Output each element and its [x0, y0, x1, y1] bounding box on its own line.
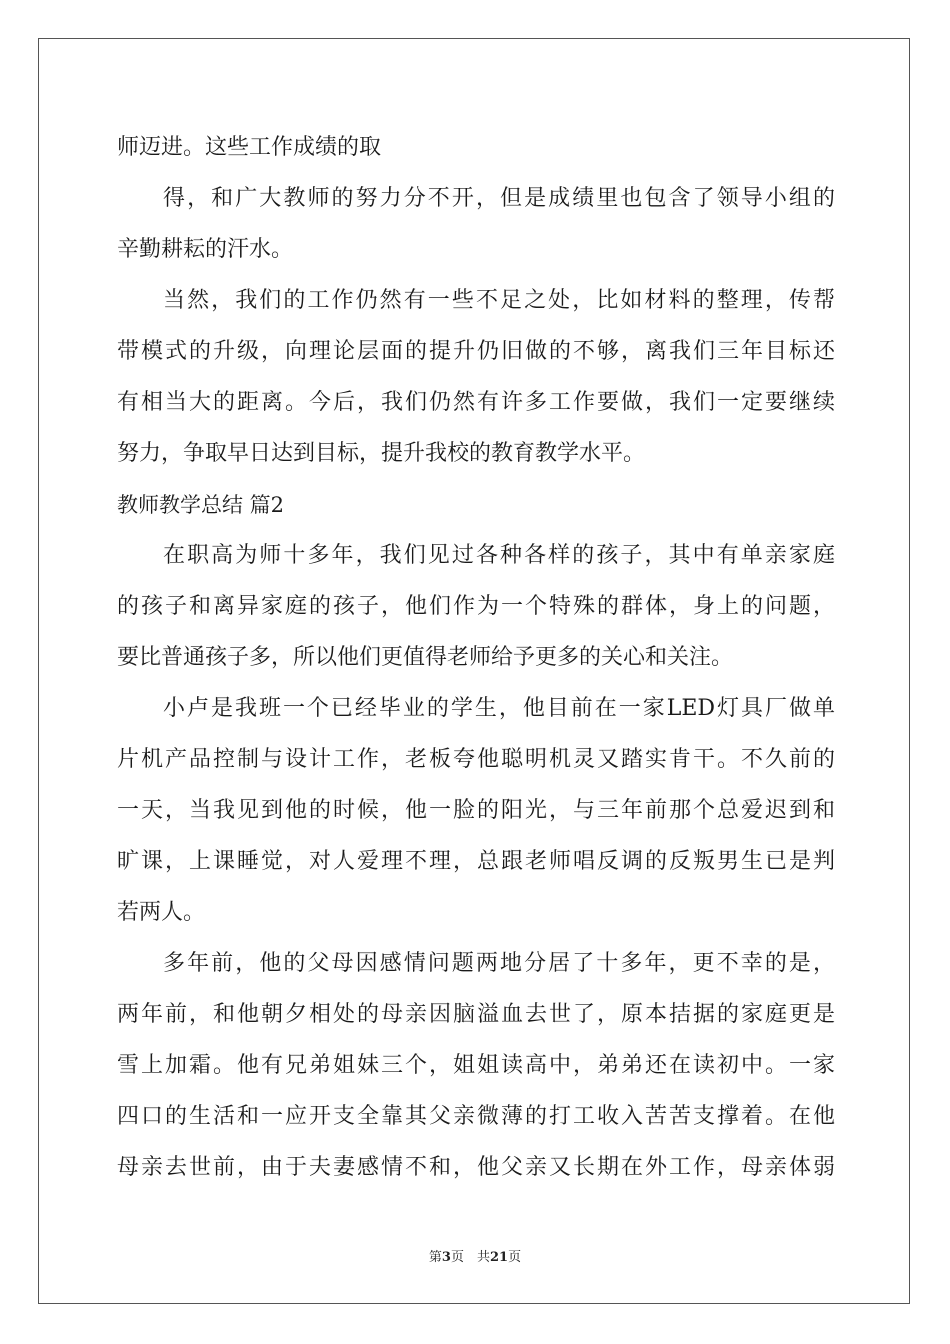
paragraph-line: 有相当大的距离。今后，我们仍然有许多工作要做，我们一定要继续: [117, 390, 835, 415]
paragraph-line: 旷课，上课睡觉，对人爱理不理，总跟老师唱反调的反叛男生已是判: [117, 849, 835, 874]
paragraph-line: 母亲去世前，由于夫妻感情不和，他父亲又长期在外工作，母亲体弱: [117, 1155, 835, 1180]
paragraph-line: 片机产品控制与设计工作，老板夸他聪明机灵又踏实肯干。不久前的: [117, 747, 835, 772]
paragraph-line: 一天，当我见到他的时候，他一脸的阳光，与三年前那个总爱迟到和: [117, 798, 835, 823]
paragraph-line: 的孩子和离异家庭的孩子，他们作为一个特殊的群体，身上的问题，: [117, 594, 835, 619]
current-page-number: 3: [441, 1250, 451, 1265]
footer-suffix: 页: [508, 1250, 522, 1265]
page-footer: [0, 1246, 950, 1265]
section-title: 教师教学总结 篇2: [117, 493, 285, 517]
paragraph-line: 当然，我们的工作仍然有一些不足之处，比如材料的整理，传帮: [163, 288, 835, 313]
footer-middle: 页 共: [450, 1250, 490, 1265]
paragraph-line: 两年前，和他朝夕相处的母亲因脑溢血去世了，原本拮据的家庭更是: [117, 1002, 835, 1027]
paragraph-line: 多年前，他的父母因感情问题两地分居了十多年，更不幸的是，: [163, 951, 835, 976]
paragraph-line: 辛勤耕耘的汗水。: [117, 237, 294, 262]
paragraph-line: 若两人。: [117, 900, 206, 925]
document-body: [117, 126, 835, 1197]
paragraph-line: 在职高为师十多年，我们见过各种各样的孩子，其中有单亲家庭: [163, 543, 835, 568]
paragraph-line: 努力，争取早日达到目标，提升我校的教育教学水平。: [117, 441, 646, 466]
total-pages-number: 21: [489, 1250, 509, 1265]
paragraph-line: 师迈进。这些工作成绩的取: [117, 135, 382, 160]
paragraph-line: 雪上加霜。他有兄弟姐妹三个，姐姐读高中，弟弟还在读初中。一家: [117, 1053, 835, 1078]
paragraph-line: 要比普通孩子多，所以他们更值得老师给予更多的关心和关注。: [117, 645, 734, 670]
footer-prefix: 第: [428, 1250, 442, 1265]
paragraph-line: 四口的生活和一应开支全靠其父亲微薄的打工收入苦苦支撑着。在他: [117, 1104, 835, 1129]
paragraph-line: 带模式的升级，向理论层面的提升仍旧做的不够，离我们三年目标还: [117, 339, 835, 364]
paragraph-line: 小卢是我班一个已经毕业的学生，他目前在一家LED灯具厂做单: [163, 696, 835, 721]
paragraph-line: 得，和广大教师的努力分不开，但是成绩里也包含了领导小组的: [163, 186, 835, 211]
